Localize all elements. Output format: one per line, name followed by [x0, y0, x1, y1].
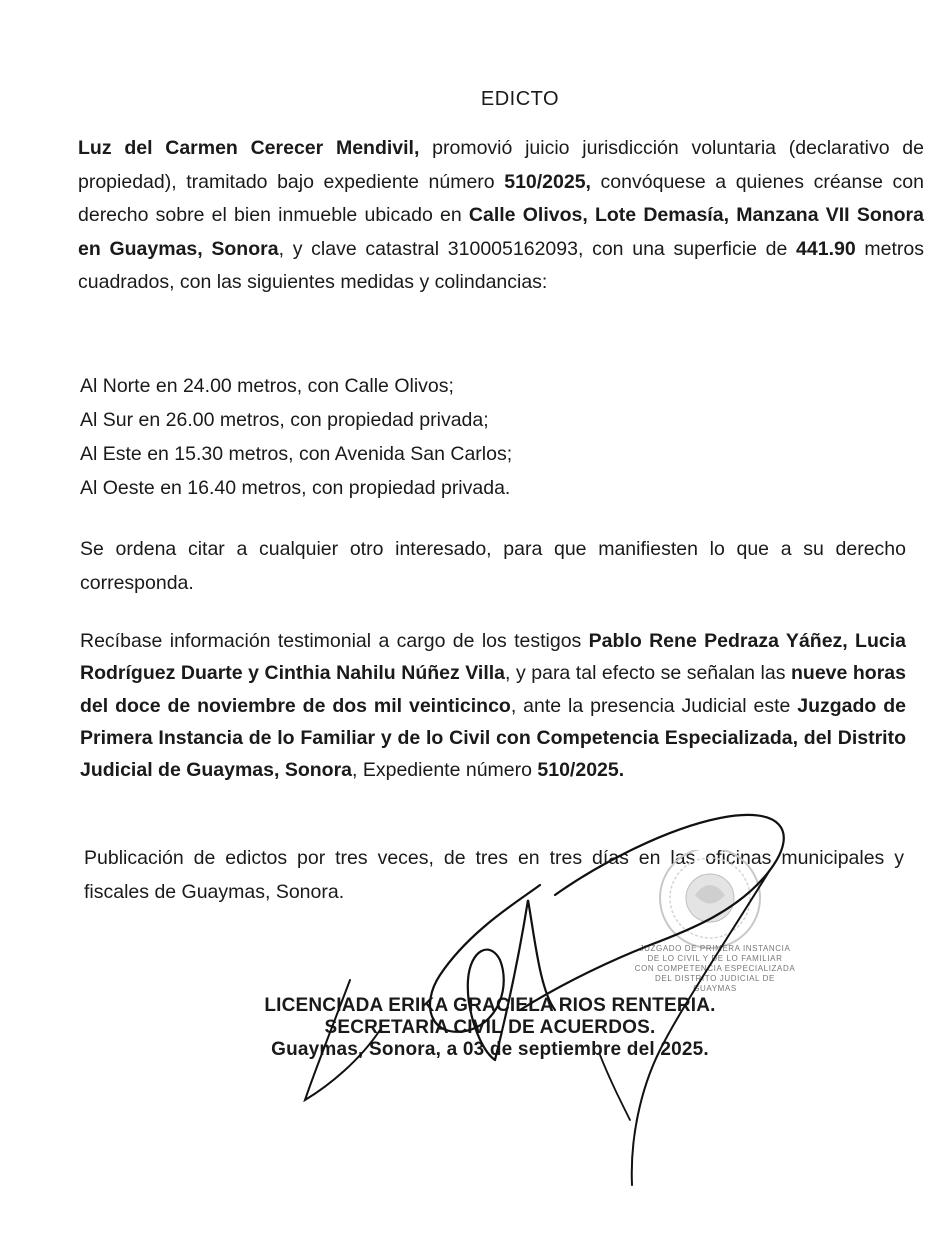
paragraph-publication: Publicación de edictos por tres veces, de tres en tres días en las oficinas municipales y fiscales de Guaymas, Sonora. [84, 847, 904, 903]
boundary-south: Al Sur en 26.00 metros, con propiedad privada; [80, 409, 489, 431]
signer-role: SECRETARIA CIVIL DE ACUERDOS. [324, 1017, 656, 1038]
witness-names: Pablo Rene Pedraza Yáñez, Lucia Rodríguez Duarte y Cinthia Nahilu Núñez Villa [80, 630, 906, 685]
petition-text-4: metros cuadrados, con las siguientes medidas y colindancias: [78, 237, 925, 293]
seal-line-2: DE LO CIVIL Y DE LO FAMILIAR [647, 954, 783, 963]
testimony-text-1: Recíbase información testimonial a cargo de los testigos [80, 630, 589, 652]
petition-text-3: , y clave catastral 310005162093, con una superficie de [278, 237, 797, 260]
property-location: Calle Olivos, Lote Demasía, Manzana VII Sonora en Guaymas, Sonora [78, 204, 924, 260]
signature-block [180, 995, 800, 1061]
paragraph-summon: Se ordena citar a cualquier otro interesado, para que manifiesten lo que a su derecho corresponda. [80, 538, 906, 594]
seal-line-3: CON COMPETENCIA ESPECIALIZADA [634, 964, 796, 973]
testimony-text-2: , y para tal efecto se señalan las [505, 662, 791, 685]
boundary-east: Al Este en 15.30 metros, con Avenida San Carlos; [80, 443, 513, 465]
seal-text [596, 944, 834, 994]
petitioner-name: Luz del Carmen Cerecer Mendivil, [78, 137, 420, 159]
document-title: EDICTO [480, 88, 560, 110]
seal-line-1: JUZGADO DE PRIMERA INSTANCIA [639, 944, 791, 953]
testimony-text-3: , ante la presencia Judicial este [510, 694, 798, 717]
petition-text-2: convóquese a quienes créanse con derecho sobre el bien inmueble ubicado en [78, 170, 924, 226]
boundary-north: Al Norte en 24.00 metros, con Calle Olivos; [80, 375, 454, 397]
signer-name: LICENCIADA ERIKA GRACIELA RIOS RENTERIA. [264, 995, 716, 1016]
court-name: Juzgado de Primera Instancia de lo Familiar y de lo Civil con Competencia Especializada, del Distrito Judicial de Guaymas, Sonora [80, 694, 906, 782]
hearing-datetime: nueve horas del doce de noviembre de dos mil veinticinco [80, 662, 906, 717]
case-number-2: 510/2025. [537, 759, 625, 782]
boundaries-list [80, 369, 512, 505]
seal-line-5: GUAYMAS [693, 984, 737, 993]
petition-text-1: promovió juicio jurisdicción voluntaria (declarativo de propiedad), tramitado bajo expediente número [78, 137, 924, 193]
seal-line-4: DEL DISTRITO JUDICIAL DE [655, 974, 775, 983]
testimony-text-4: , Expediente número [352, 759, 538, 782]
paragraph-petition [78, 132, 924, 300]
paragraph-testimony [80, 625, 906, 786]
case-number: 510/2025, [504, 170, 591, 193]
place-date: Guaymas, Sonora, a 03 de septiembre del 2025. [271, 1039, 709, 1060]
property-area: 441.90 [796, 237, 856, 260]
boundary-west: Al Oeste en 16.40 metros, con propiedad privada. [80, 477, 511, 499]
